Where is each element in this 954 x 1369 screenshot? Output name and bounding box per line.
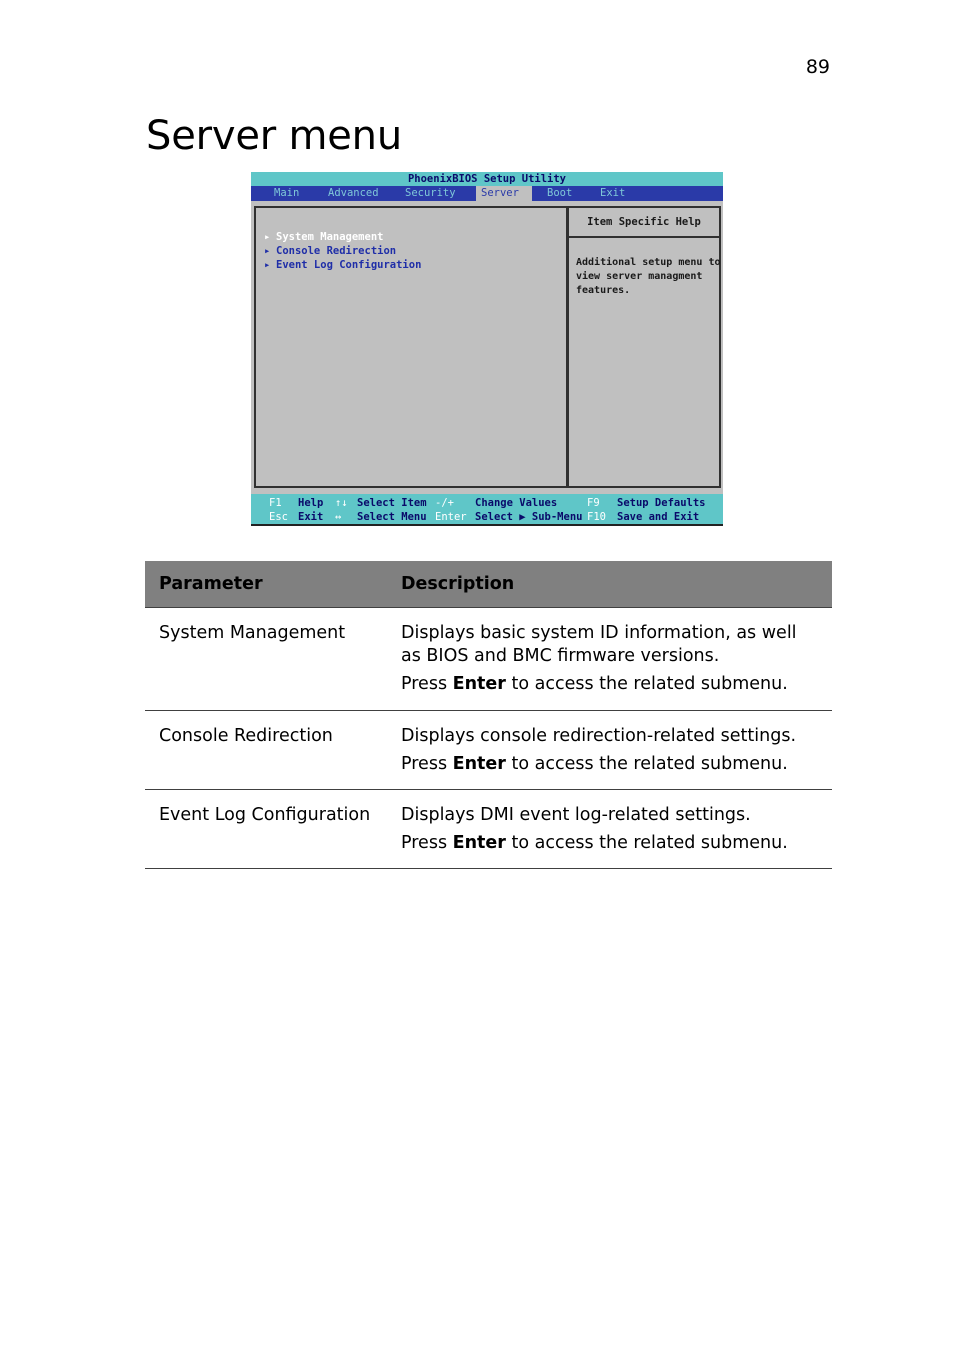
bios-action-setup-defaults: Setup Defaults [617,497,706,509]
bios-action-help: Help [298,497,324,509]
description-cell [387,711,832,790]
column-header-description: Description [387,561,832,608]
table-row [145,608,832,711]
table-header-row [145,561,832,608]
parameter-table [145,561,832,869]
bios-key-leftright: ↔ [335,511,342,523]
bios-menu-main[interactable]: Main [274,187,300,199]
description-cell [387,790,832,869]
bios-menu-exit[interactable]: Exit [600,187,626,199]
parameter-cell: Console Redirection [145,711,387,790]
bios-menu-boot[interactable]: Boot [547,187,573,199]
triangle-right-icon: ▸ [264,245,271,257]
bios-key-f1: F1 [269,497,282,509]
bios-key-f9: F9 [587,497,600,509]
description-text: Displays DMI event log-related settings. [401,805,751,825]
bios-help-header: Item Specific Help [569,208,719,238]
bios-key-esc: Esc [269,511,288,523]
table-row [145,711,832,790]
bios-action-select-item: Select Item [357,497,427,509]
bios-key-f10: F10 [587,511,606,523]
bios-key-minus-plus: -/+ [435,497,454,509]
enter-key-label: Enter [452,674,506,694]
bios-action-exit: Exit [298,511,324,523]
table-row [145,790,832,869]
triangle-right-icon: ▸ [264,259,271,271]
page-title: Server menu [146,113,402,159]
bios-action-select-menu: Select Menu [357,511,427,523]
press-enter-note: Press Enter to access the related submenu. [401,674,788,694]
bios-title: PhoenixBIOS Setup Utility [251,172,723,186]
bios-key-enter: Enter [435,511,467,523]
press-enter-note: Press Enter to access the related submenu. [401,833,788,853]
enter-key-label: Enter [452,754,506,774]
bios-action-change-values: Change Values [475,497,558,509]
bios-menu-server[interactable]: Server [476,186,532,201]
bios-footer [251,494,723,524]
bios-screenshot [251,172,723,526]
bios-menubar [251,186,723,201]
description-text: Displays basic system ID information, as well as BIOS and BMC firmware versions. [401,623,797,666]
bios-help-text: Additional setup menu to view server managment features. [576,257,721,296]
description-text: Displays console redirection-related settings. [401,726,797,746]
bios-help-panel [567,206,721,488]
column-header-parameter: Parameter [145,561,387,608]
bios-item-console-redirection[interactable]: ▸ Console Redirection [264,245,397,257]
parameter-cell: Event Log Configuration [145,790,387,869]
press-enter-note: Press Enter to access the related submenu. [401,754,788,774]
triangle-right-icon: ▸ [264,231,271,243]
bios-menu-security[interactable]: Security [405,187,456,199]
bios-menu-advanced[interactable]: Advanced [328,187,379,199]
enter-key-label: Enter [452,833,506,853]
bios-key-updown: ↑↓ [335,497,348,509]
bios-item-panel [254,206,568,488]
description-cell [387,608,832,711]
bios-item-event-log-configuration[interactable]: ▸ Event Log Configuration [264,259,422,271]
page-number: 89 [805,56,830,78]
parameter-cell: System Management [145,608,387,711]
bios-action-save-exit: Save and Exit [617,511,700,523]
bios-item-system-management[interactable]: ▸ System Management [264,231,384,243]
bios-action-select-submenu: Select ▶ Sub-Menu [475,511,583,523]
